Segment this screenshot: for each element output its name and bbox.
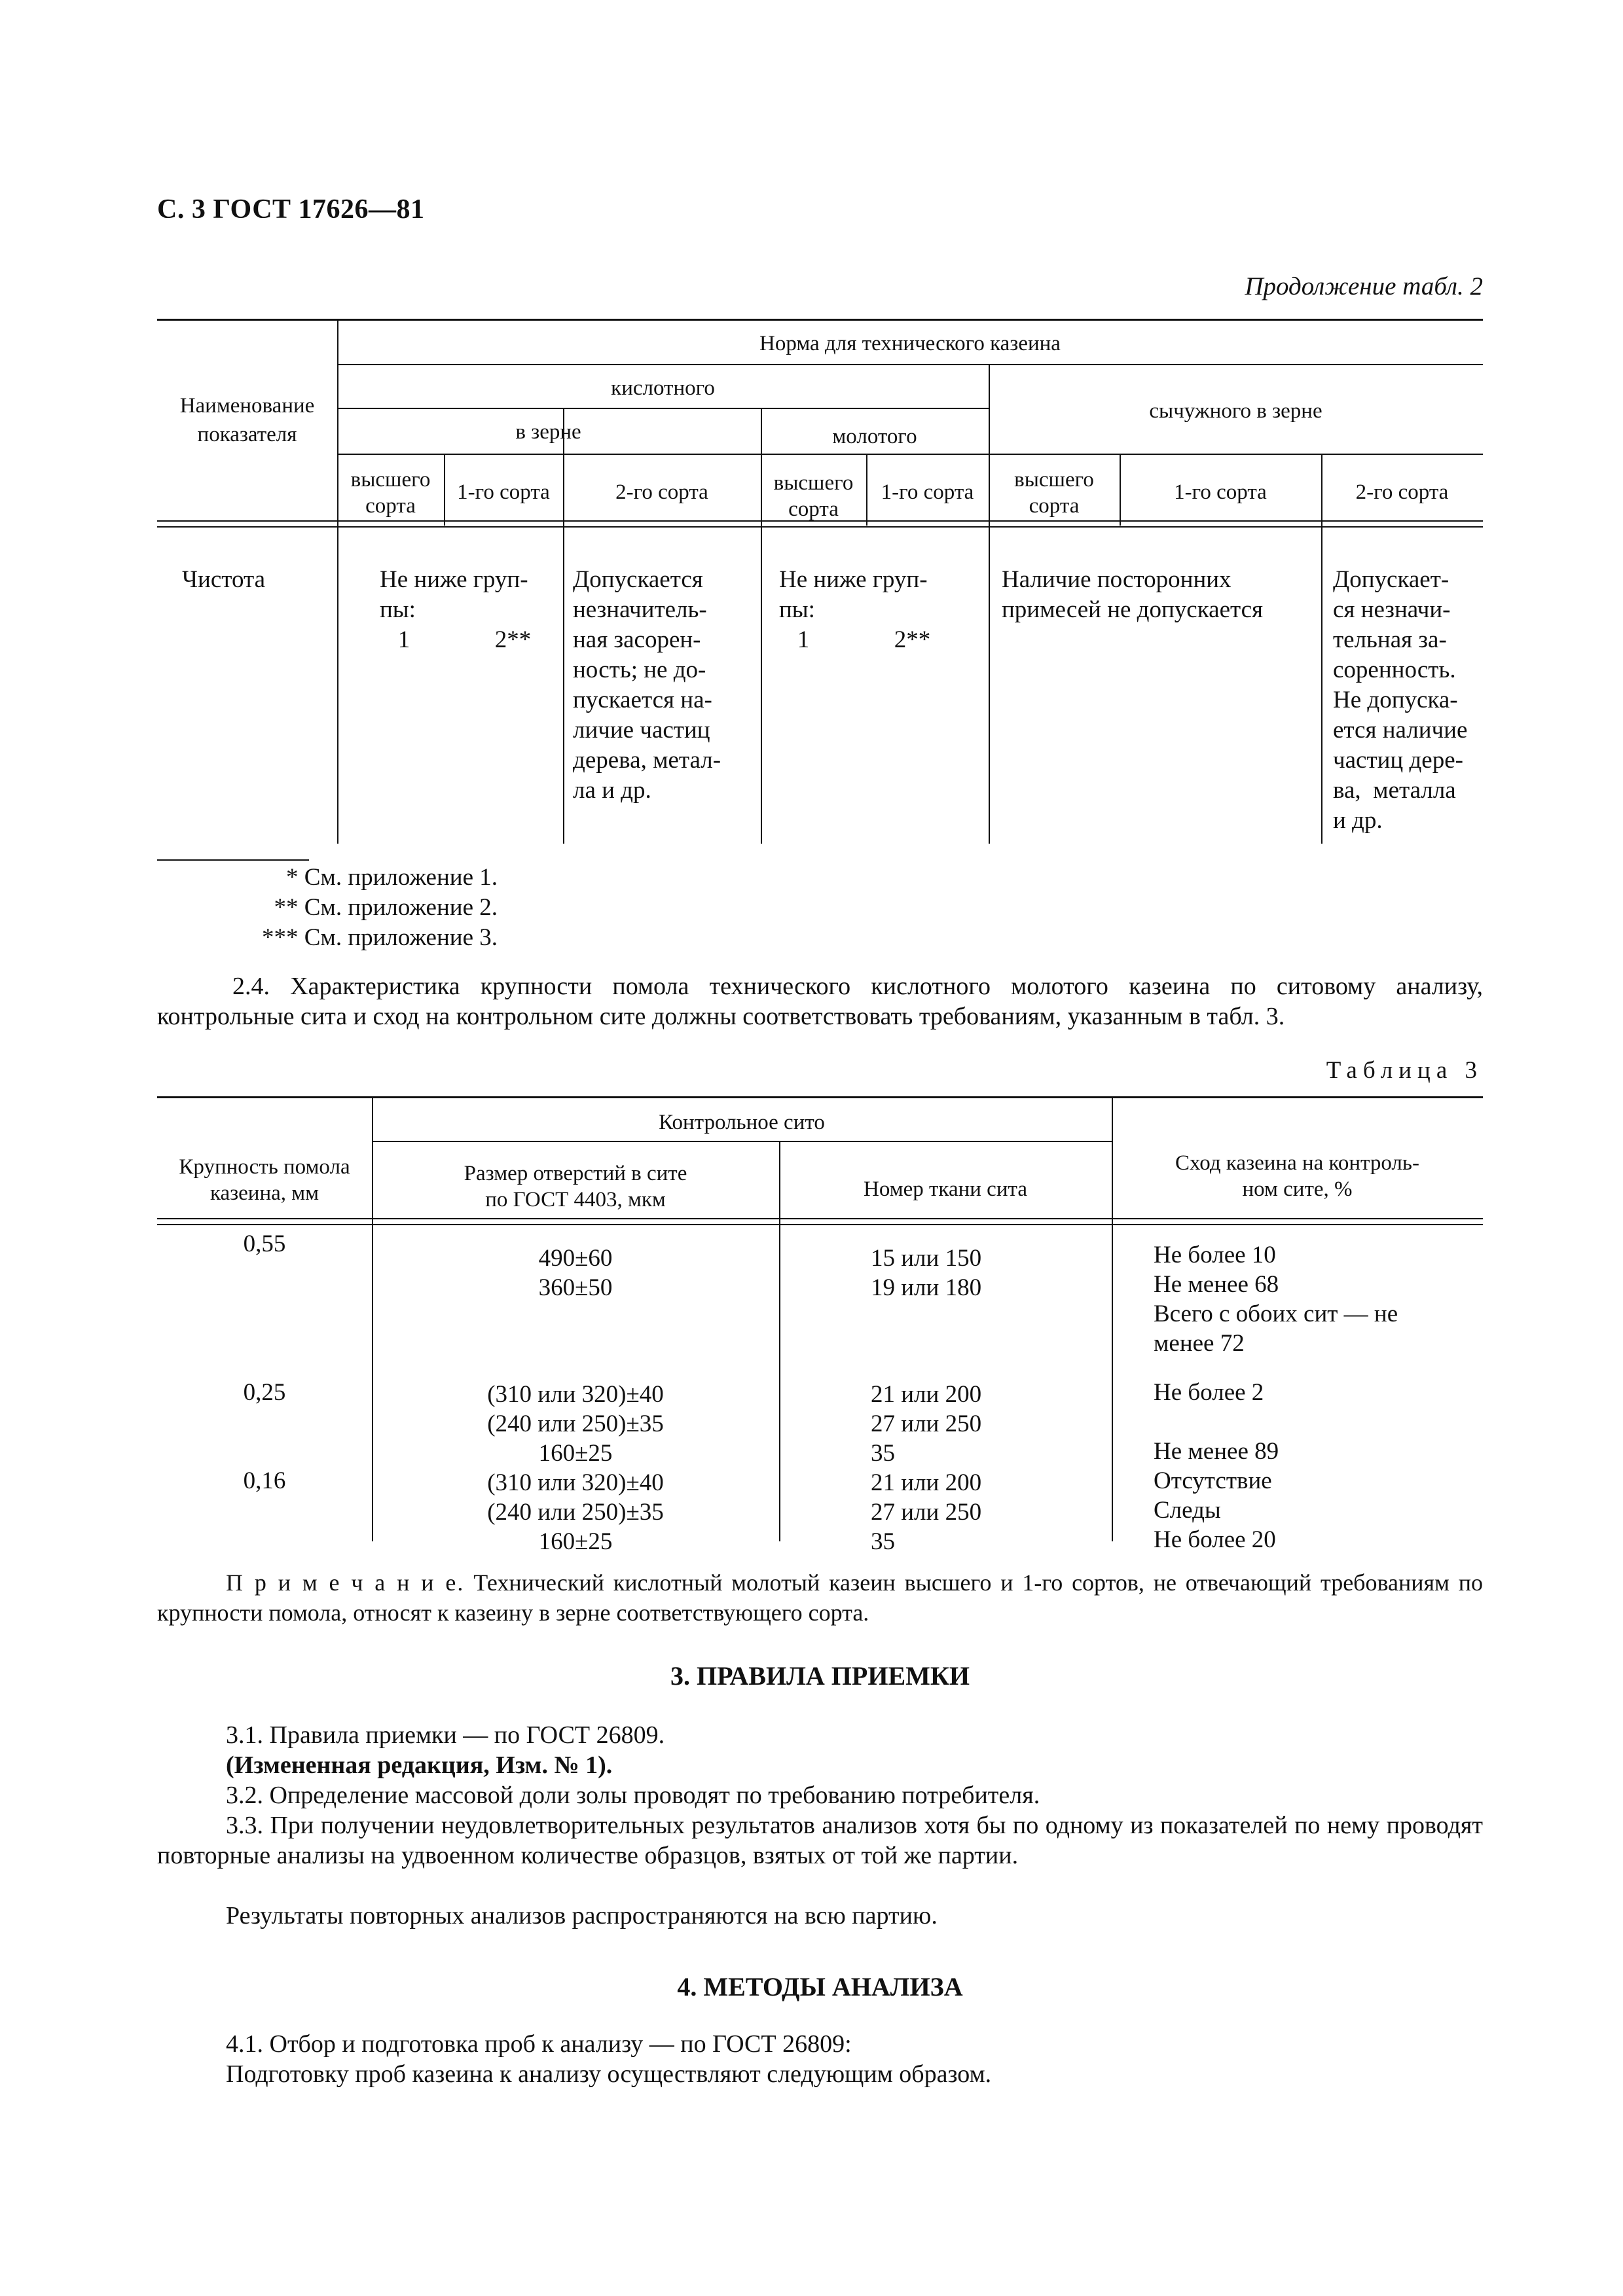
cell-mesh: 21 или 200 27 или 250 35 [871, 1469, 982, 1555]
cell-residue: Отсутствие Следы Не более 20 [1154, 1467, 1276, 1553]
cell-size: 0,55 [243, 1230, 286, 1257]
cell-mesh: 15 или 150 19 или 180 [871, 1245, 982, 1301]
grade-header: 1-го сорта [1174, 480, 1267, 504]
norm-header: Норма для технического казеина [759, 332, 1061, 355]
paragraph-2-4: 2.4. Характеристика крупности помола технического кислотного молотого казеина по ситовому анализу, контрольные сита и сход на контрольном сите должны соответствовать требованиям, указанным в табл. 3. [157, 973, 1483, 1030]
column-header-control-sieve: Контрольное сито [659, 1111, 825, 1134]
table-note [157, 1568, 1483, 1628]
row-label-purity: Чистота [182, 566, 266, 593]
amendment-note: (Измененная редакция, Изм. № 1). [226, 1751, 613, 1779]
cell-size: 0,16 [243, 1467, 286, 1494]
rennet-header: сычужного в зерне [1149, 399, 1322, 423]
paragraph-3-3-continued: Результаты повторных анализов распространяются на всю партию. [226, 1902, 938, 1929]
cell-residue: Не более 10 Не менее 68 Всего с обоих сит — не менее 72 [1154, 1242, 1398, 1357]
footnote: * См. приложение 1. [285, 864, 498, 891]
grade-header: 2-го сорта [615, 480, 708, 504]
paragraph-3-3: 3.3. При получении неудовлетворительных результатов анализов хотя бы по одному из показателей по нему проводят повторные анализы на удвоенном количестве образцов, взятых от той же партии. [157, 1812, 1483, 1869]
note-text: Технический кислотный молотый казеин высшего и 1-го сортов, не отвечающий требованиям по крупности помола, относят к казеину в зерне соответствующего сорта. [157, 1570, 1483, 1626]
grade-header: 1-го сорта [457, 480, 550, 504]
cell-residue: Не более 2 Не менее 89 [1154, 1379, 1279, 1465]
grade-header: высшего сорта [1014, 468, 1094, 518]
page-header: С. 3 ГОСТ 17626—81 [157, 194, 425, 224]
section-4-title: 4. МЕТОДЫ АНАЛИЗА [677, 1972, 963, 2001]
paragraph-4-1-continued: Подготовку проб казеина к анализу осуществляют следующим образом. [226, 2060, 992, 2088]
cell-holes: 490±60 360±50 [538, 1245, 613, 1301]
grade-header: 2-го сорта [1355, 480, 1449, 504]
footnote: *** См. приложение 3. [261, 924, 498, 951]
footnote-rule [157, 859, 309, 861]
footnote: ** См. приложение 2. [274, 894, 498, 921]
column-header-size: Крупность помола казеина, мм [179, 1155, 350, 1205]
ground-header: молотого [832, 425, 917, 448]
grade-header: высшего сорта [350, 468, 431, 518]
grade-header: высшего сорта [773, 471, 854, 521]
section-3-title: 3. ПРАВИЛА ПРИЕМКИ [670, 1661, 970, 1691]
note-label: П р и м е ч а н и е. [226, 1570, 465, 1596]
column-header-holes: Размер отверстий в сите по ГОСТ 4403, мкм [464, 1162, 687, 1211]
cell-mesh: 21 или 200 27 или 250 35 [871, 1381, 982, 1467]
column-header-residue: Сход казеина на контроль- ном сите, % [1175, 1151, 1419, 1201]
cell-holes: (310 или 320)±40 (240 или 250)±35 160±25 [487, 1469, 664, 1555]
cell-ground: Не ниже груп- пы: 1 2** [779, 566, 931, 653]
cell-rennet-top-grades: Наличие посторонних примесей не допускается [1002, 566, 1264, 623]
paragraph-3-2: 3.2. Определение массовой доли золы проводят по требованию потребителя. [226, 1782, 1040, 1809]
cell-size: 0,25 [243, 1379, 286, 1406]
cell-grain-top-grades: Не ниже груп- пы: 1 2** [380, 566, 532, 653]
paragraph-3-1: 3.1. Правила приемки — по ГОСТ 26809. [226, 1721, 665, 1749]
column-header-indicator: Наименование показателя [179, 394, 315, 446]
table-row [157, 1229, 372, 1259]
grade-header: 1-го сорта [881, 480, 974, 504]
cell-rennet-2nd-grade: Допускает- ся незначи- тельная за- соренность. Не допуска- ется наличие частиц дере- ва, металла и др. [1333, 566, 1468, 834]
cell-grain-2nd-grade: Допускается незначитель- ная засорен- ность; не до- пускается на- личие частиц дерева, метал- ла и др. [573, 566, 721, 804]
paragraph-4-1: 4.1. Отбор и подготовка проб к анализу — по ГОСТ 26809: [226, 2030, 852, 2058]
column-header-mesh: Номер ткани сита [864, 1177, 1027, 1201]
footnotes [157, 863, 498, 953]
cell-holes: (310 или 320)±40 (240 или 250)±35 160±25 [487, 1381, 664, 1467]
acid-header: кислотного [611, 376, 715, 400]
table-3-caption: Таблица 3 [1326, 1057, 1483, 1084]
table-continuation-label: Продолжение табл. 2 [1245, 272, 1483, 300]
grain-header: в зерне [515, 420, 581, 444]
